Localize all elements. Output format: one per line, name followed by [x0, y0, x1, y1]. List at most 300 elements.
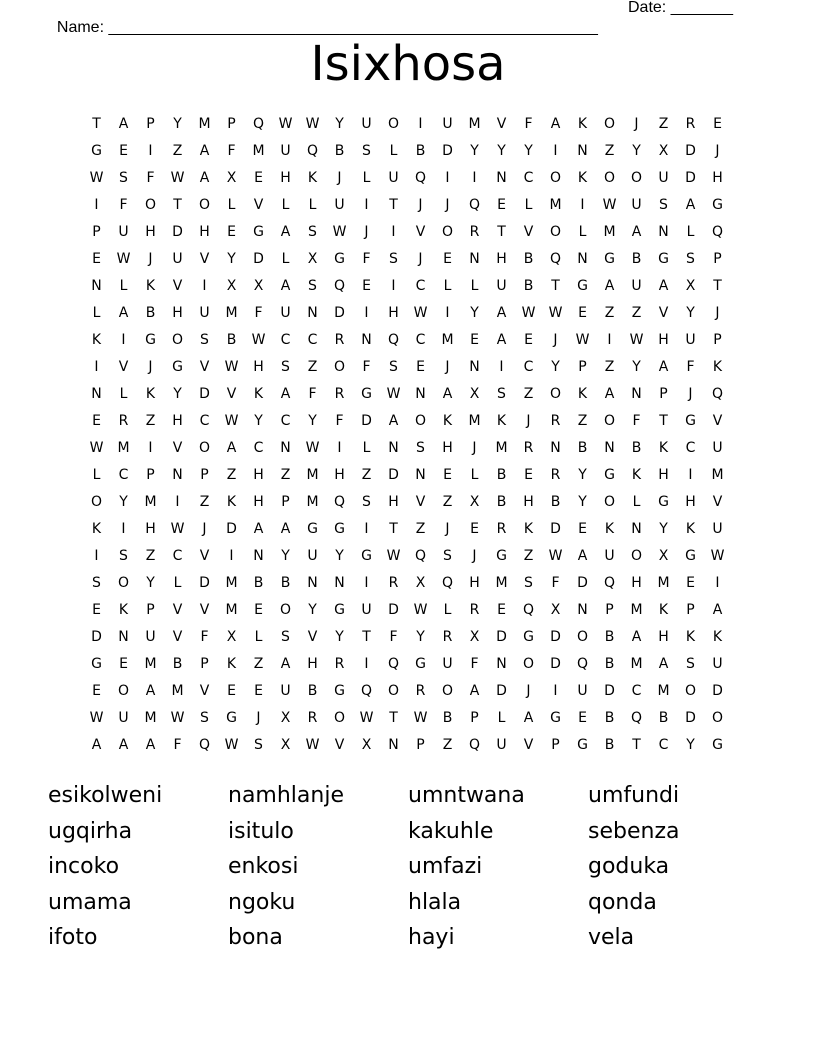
grid-letter: G	[307, 521, 318, 537]
grid-letter: T	[389, 521, 398, 537]
grid-letter: Q	[711, 386, 724, 402]
grid-letter: I	[553, 143, 558, 159]
grid-letter: B	[496, 494, 507, 510]
grid-row	[83, 516, 731, 543]
grid-letter: S	[119, 548, 128, 564]
grid-letter: M	[117, 440, 130, 456]
grid-letter: N	[550, 440, 561, 456]
grid-letter: B	[631, 251, 642, 267]
grid-letter: U	[361, 116, 372, 132]
grid-letter: I	[364, 305, 369, 321]
grid-letter: S	[308, 278, 317, 294]
grid-letter: F	[524, 116, 533, 132]
grid-letter: B	[604, 710, 615, 726]
grid-letter: D	[496, 629, 507, 645]
grid-row	[83, 732, 731, 759]
grid-letter: O	[117, 683, 130, 699]
grid-letter: V	[307, 629, 318, 645]
grid-letter: Q	[252, 116, 265, 132]
grid-letter: S	[659, 197, 668, 213]
grid-letter: F	[551, 575, 560, 591]
grid-letter: A	[91, 737, 102, 753]
grid-letter: U	[280, 143, 291, 159]
letter-grid	[83, 111, 731, 759]
grid-letter: N	[577, 602, 588, 618]
grid-letter: Z	[442, 737, 453, 753]
grid-letter: V	[199, 602, 210, 618]
grid-letter: H	[145, 521, 156, 537]
grid-letter: Z	[523, 386, 534, 402]
grid-letter: S	[416, 440, 425, 456]
grid-letter: H	[280, 170, 291, 186]
grid-letter: J	[715, 143, 720, 159]
grid-letter: O	[387, 116, 400, 132]
grid-letter: X	[307, 251, 318, 267]
grid-letter: E	[119, 656, 128, 672]
grid-letter: Y	[686, 305, 695, 321]
grid-letter: Y	[659, 521, 668, 537]
grid-letter: U	[496, 278, 507, 294]
grid-letter: C	[523, 170, 534, 186]
word-list-item: namhlanje	[228, 783, 344, 808]
grid-letter: S	[200, 332, 209, 348]
grid-letter: U	[388, 170, 399, 186]
grid-letter: H	[145, 224, 156, 240]
grid-letter: R	[415, 683, 426, 699]
grid-letter: W	[278, 116, 293, 132]
grid-letter: M	[549, 197, 562, 213]
grid-letter: V	[199, 359, 210, 375]
grid-letter: R	[469, 224, 480, 240]
grid-letter: G	[712, 737, 723, 753]
grid-letter: H	[253, 467, 264, 483]
word-list-item: ugqirha	[48, 818, 133, 844]
grid-letter: G	[577, 278, 588, 294]
grid-letter: M	[225, 575, 238, 591]
grid-letter: E	[92, 413, 101, 429]
grid-letter: E	[227, 683, 236, 699]
grid-letter: C	[199, 413, 210, 429]
grid-letter: A	[145, 737, 156, 753]
word-list-item: hayi	[408, 925, 455, 950]
grid-letter: I	[364, 575, 369, 591]
grid-letter: H	[388, 494, 399, 510]
grid-letter: C	[307, 332, 318, 348]
grid-letter: X	[658, 548, 669, 564]
grid-letter: E	[119, 143, 128, 159]
grid-letter: M	[144, 494, 157, 510]
grid-letter: J	[526, 413, 531, 429]
grid-letter: O	[576, 629, 589, 645]
grid-row	[83, 381, 731, 408]
grid-row	[83, 678, 731, 705]
grid-letter: E	[443, 251, 452, 267]
grid-letter: B	[145, 305, 156, 321]
grid-letter: P	[146, 467, 155, 483]
grid-letter: R	[685, 116, 696, 132]
grid-letter: X	[361, 737, 372, 753]
grid-row	[83, 327, 731, 354]
grid-letter: H	[334, 467, 345, 483]
grid-letter: G	[415, 656, 426, 672]
grid-letter: Y	[632, 359, 641, 375]
grid-letter: V	[118, 359, 129, 375]
grid-letter: Q	[333, 278, 346, 294]
grid-letter: Z	[280, 467, 291, 483]
grid-letter: S	[92, 575, 101, 591]
grid-letter: Q	[576, 656, 589, 672]
grid-letter: B	[577, 440, 588, 456]
grid-letter: A	[118, 737, 129, 753]
grid-letter: W	[89, 710, 104, 726]
grid-letter: P	[200, 656, 209, 672]
grid-letter: W	[386, 548, 401, 564]
grid-letter: A	[280, 656, 291, 672]
grid-letter: C	[415, 332, 426, 348]
grid-letter: A	[226, 440, 237, 456]
grid-letter: C	[280, 413, 291, 429]
grid-letter: K	[496, 413, 507, 429]
grid-letter: F	[389, 629, 398, 645]
grid-letter: E	[254, 602, 263, 618]
grid-letter: N	[307, 575, 318, 591]
grid-letter: A	[118, 116, 129, 132]
grid-letter: A	[388, 413, 399, 429]
grid-letter: O	[549, 386, 562, 402]
grid-letter: U	[712, 521, 723, 537]
grid-letter: K	[226, 494, 237, 510]
grid-letter: N	[388, 440, 399, 456]
grid-letter: P	[713, 332, 722, 348]
grid-letter: T	[497, 224, 506, 240]
grid-row	[83, 111, 731, 138]
grid-letter: Q	[387, 332, 400, 348]
grid-letter: P	[659, 386, 668, 402]
grid-letter: P	[416, 737, 425, 753]
grid-letter: C	[631, 683, 642, 699]
grid-letter: A	[631, 629, 642, 645]
grid-letter: N	[577, 143, 588, 159]
grid-letter: J	[148, 359, 153, 375]
grid-letter: H	[199, 224, 210, 240]
grid-letter: W	[305, 116, 320, 132]
grid-letter: D	[361, 413, 372, 429]
grid-letter: Z	[604, 143, 615, 159]
grid-letter: Y	[551, 359, 560, 375]
grid-letter: W	[89, 440, 104, 456]
grid-letter: E	[578, 521, 587, 537]
word-list-item: umama	[48, 889, 132, 915]
grid-letter: Z	[145, 413, 156, 429]
grid-letter: E	[443, 467, 452, 483]
grid-letter: R	[334, 386, 345, 402]
grid-letter: S	[686, 656, 695, 672]
grid-letter: Z	[442, 494, 453, 510]
grid-letter: J	[418, 197, 423, 213]
grid-letter: M	[225, 305, 238, 321]
grid-letter: E	[470, 521, 479, 537]
grid-letter: U	[496, 737, 507, 753]
grid-letter: B	[442, 710, 453, 726]
grid-letter: P	[713, 251, 722, 267]
grid-letter: F	[227, 143, 236, 159]
grid-letter: L	[92, 467, 101, 483]
grid-letter: D	[685, 170, 696, 186]
grid-letter: P	[146, 116, 155, 132]
grid-letter: Y	[119, 494, 128, 510]
grid-row	[83, 354, 731, 381]
grid-letter: F	[173, 737, 182, 753]
grid-letter: V	[523, 224, 534, 240]
grid-letter: N	[658, 224, 669, 240]
grid-letter: V	[172, 440, 183, 456]
grid-letter: D	[334, 305, 345, 321]
grid-letter: G	[226, 710, 237, 726]
grid-letter: A	[496, 305, 507, 321]
grid-letter: X	[469, 386, 480, 402]
grid-letter: Y	[497, 143, 506, 159]
grid-letter: F	[119, 197, 128, 213]
grid-letter: N	[577, 251, 588, 267]
grid-letter: R	[442, 629, 453, 645]
grid-letter: G	[496, 548, 507, 564]
grid-letter: S	[389, 251, 398, 267]
grid-letter: I	[364, 521, 369, 537]
grid-letter: O	[630, 170, 643, 186]
grid-letter: Y	[335, 116, 344, 132]
grid-letter: X	[469, 494, 480, 510]
grid-letter: G	[685, 548, 696, 564]
grid-letter: S	[254, 737, 263, 753]
grid-letter: B	[604, 737, 615, 753]
date-field-label: Date: _______	[628, 0, 733, 16]
name-field-label: Name: _______________________________________________________	[56, 19, 598, 36]
grid-letter: W	[170, 170, 185, 186]
grid-letter: D	[442, 143, 453, 159]
grid-letter: J	[634, 116, 639, 132]
grid-letter: R	[550, 467, 561, 483]
grid-letter: O	[522, 656, 535, 672]
grid-letter: U	[280, 683, 291, 699]
grid-letter: B	[631, 440, 642, 456]
grid-letter: H	[442, 440, 453, 456]
grid-letter: K	[712, 629, 723, 645]
grid-letter: B	[550, 494, 561, 510]
grid-letter: C	[253, 440, 264, 456]
grid-letter: R	[334, 332, 345, 348]
grid-letter: K	[685, 521, 696, 537]
grid-letter: A	[280, 224, 291, 240]
grid-letter: J	[715, 305, 720, 321]
grid-letter: R	[307, 710, 318, 726]
grid-letter: A	[442, 386, 453, 402]
grid-row	[83, 408, 731, 435]
grid-letter: H	[388, 305, 399, 321]
grid-letter: J	[256, 710, 261, 726]
grid-letter: G	[334, 251, 345, 267]
grid-letter: H	[253, 494, 264, 510]
grid-letter: G	[91, 656, 102, 672]
grid-letter: H	[712, 170, 723, 186]
grid-letter: Q	[468, 197, 481, 213]
grid-letter: A	[280, 521, 291, 537]
grid-letter: Y	[416, 629, 425, 645]
grid-letter: T	[389, 710, 398, 726]
grid-letter: I	[553, 683, 558, 699]
grid-letter: C	[523, 359, 534, 375]
grid-letter: H	[523, 494, 534, 510]
grid-letter: A	[199, 170, 210, 186]
grid-letter: O	[603, 494, 616, 510]
grid-letter: O	[603, 116, 616, 132]
grid-letter: V	[496, 116, 507, 132]
grid-letter: R	[550, 413, 561, 429]
grid-letter: A	[577, 548, 588, 564]
grid-letter: W	[332, 224, 347, 240]
grid-letter: K	[604, 521, 615, 537]
word-list-item: enkosi	[228, 854, 299, 879]
grid-letter: Z	[631, 305, 642, 321]
grid-letter: J	[148, 251, 153, 267]
grid-letter: L	[119, 278, 128, 294]
grid-letter: I	[391, 224, 396, 240]
grid-letter: U	[631, 197, 642, 213]
grid-letter: Z	[658, 116, 669, 132]
grid-letter: U	[442, 656, 453, 672]
grid-letter: N	[469, 251, 480, 267]
grid-letter: N	[415, 467, 426, 483]
grid-letter: T	[551, 278, 560, 294]
word-list-item: ngoku	[228, 889, 296, 915]
grid-letter: M	[495, 440, 508, 456]
grid-letter: E	[470, 332, 479, 348]
grid-letter: F	[362, 251, 371, 267]
grid-letter: G	[658, 494, 669, 510]
grid-letter: I	[445, 170, 450, 186]
grid-letter: A	[280, 278, 291, 294]
grid-letter: S	[200, 710, 209, 726]
grid-letter: O	[711, 710, 724, 726]
grid-letter: S	[281, 629, 290, 645]
grid-letter: X	[226, 170, 237, 186]
grid-letter: L	[92, 305, 101, 321]
grid-letter: M	[630, 602, 643, 618]
grid-letter: O	[387, 683, 400, 699]
grid-letter: I	[337, 440, 342, 456]
grid-letter: W	[359, 710, 374, 726]
grid-letter: K	[91, 521, 102, 537]
grid-letter: U	[712, 440, 723, 456]
grid-letter: C	[118, 467, 129, 483]
grid-letter: W	[305, 440, 320, 456]
grid-letter: E	[254, 683, 263, 699]
grid-letter: P	[92, 224, 101, 240]
grid-letter: L	[362, 440, 371, 456]
grid-letter: F	[308, 386, 317, 402]
grid-letter: I	[94, 359, 99, 375]
grid-letter: H	[658, 332, 669, 348]
grid-letter: G	[172, 359, 183, 375]
grid-letter: N	[496, 656, 507, 672]
grid-letter: C	[172, 548, 183, 564]
word-list-item: sebenza	[588, 818, 680, 844]
grid-row	[83, 165, 731, 192]
word-list-item: ifoto	[48, 925, 98, 950]
grid-letter: H	[172, 305, 183, 321]
grid-letter: N	[361, 332, 372, 348]
grid-letter: M	[252, 143, 265, 159]
grid-letter: S	[362, 494, 371, 510]
grid-letter: O	[144, 197, 157, 213]
grid-letter: B	[523, 251, 534, 267]
grid-letter: X	[415, 575, 426, 591]
grid-letter: G	[577, 737, 588, 753]
grid-letter: X	[550, 602, 561, 618]
grid-letter: H	[685, 494, 696, 510]
grid-letter: V	[172, 629, 183, 645]
grid-letter: Q	[603, 575, 616, 591]
grid-letter: B	[226, 332, 237, 348]
grid-letter: E	[497, 602, 506, 618]
grid-letter: D	[496, 683, 507, 699]
grid-letter: W	[548, 548, 563, 564]
grid-letter: V	[712, 413, 723, 429]
grid-letter: O	[441, 224, 454, 240]
grid-letter: D	[712, 683, 723, 699]
grid-letter: O	[549, 224, 562, 240]
grid-letter: E	[92, 251, 101, 267]
grid-letter: T	[389, 197, 398, 213]
grid-letter: P	[281, 494, 290, 510]
grid-letter: W	[170, 710, 185, 726]
grid-letter: N	[334, 575, 345, 591]
grid-letter: N	[307, 305, 318, 321]
grid-letter: D	[550, 629, 561, 645]
grid-letter: I	[364, 197, 369, 213]
grid-letter: G	[658, 251, 669, 267]
grid-letter: W	[413, 710, 428, 726]
grid-letter: X	[226, 629, 237, 645]
grid-letter: B	[604, 629, 615, 645]
grid-letter: M	[306, 467, 319, 483]
grid-letter: W	[602, 197, 617, 213]
grid-letter: M	[144, 656, 157, 672]
grid-letter: O	[90, 494, 103, 510]
word-list-row	[48, 778, 768, 814]
grid-letter: Y	[146, 575, 155, 591]
grid-letter: M	[711, 467, 724, 483]
grid-letter: A	[604, 386, 615, 402]
grid-letter: U	[172, 251, 183, 267]
grid-letter: H	[658, 629, 669, 645]
grid-letter: I	[94, 197, 99, 213]
grid-letter: Q	[387, 656, 400, 672]
grid-letter: S	[443, 548, 452, 564]
grid-letter: U	[199, 305, 210, 321]
grid-letter: V	[199, 683, 210, 699]
grid-letter: Y	[578, 467, 587, 483]
grid-letter: E	[416, 359, 425, 375]
grid-letter: U	[658, 170, 669, 186]
grid-letter: W	[170, 521, 185, 537]
grid-letter: G	[604, 251, 615, 267]
grid-row	[83, 705, 731, 732]
grid-letter: I	[148, 143, 153, 159]
grid-letter: J	[445, 359, 450, 375]
grid-letter: O	[414, 413, 427, 429]
grid-letter: Z	[523, 548, 534, 564]
grid-letter: P	[686, 602, 695, 618]
